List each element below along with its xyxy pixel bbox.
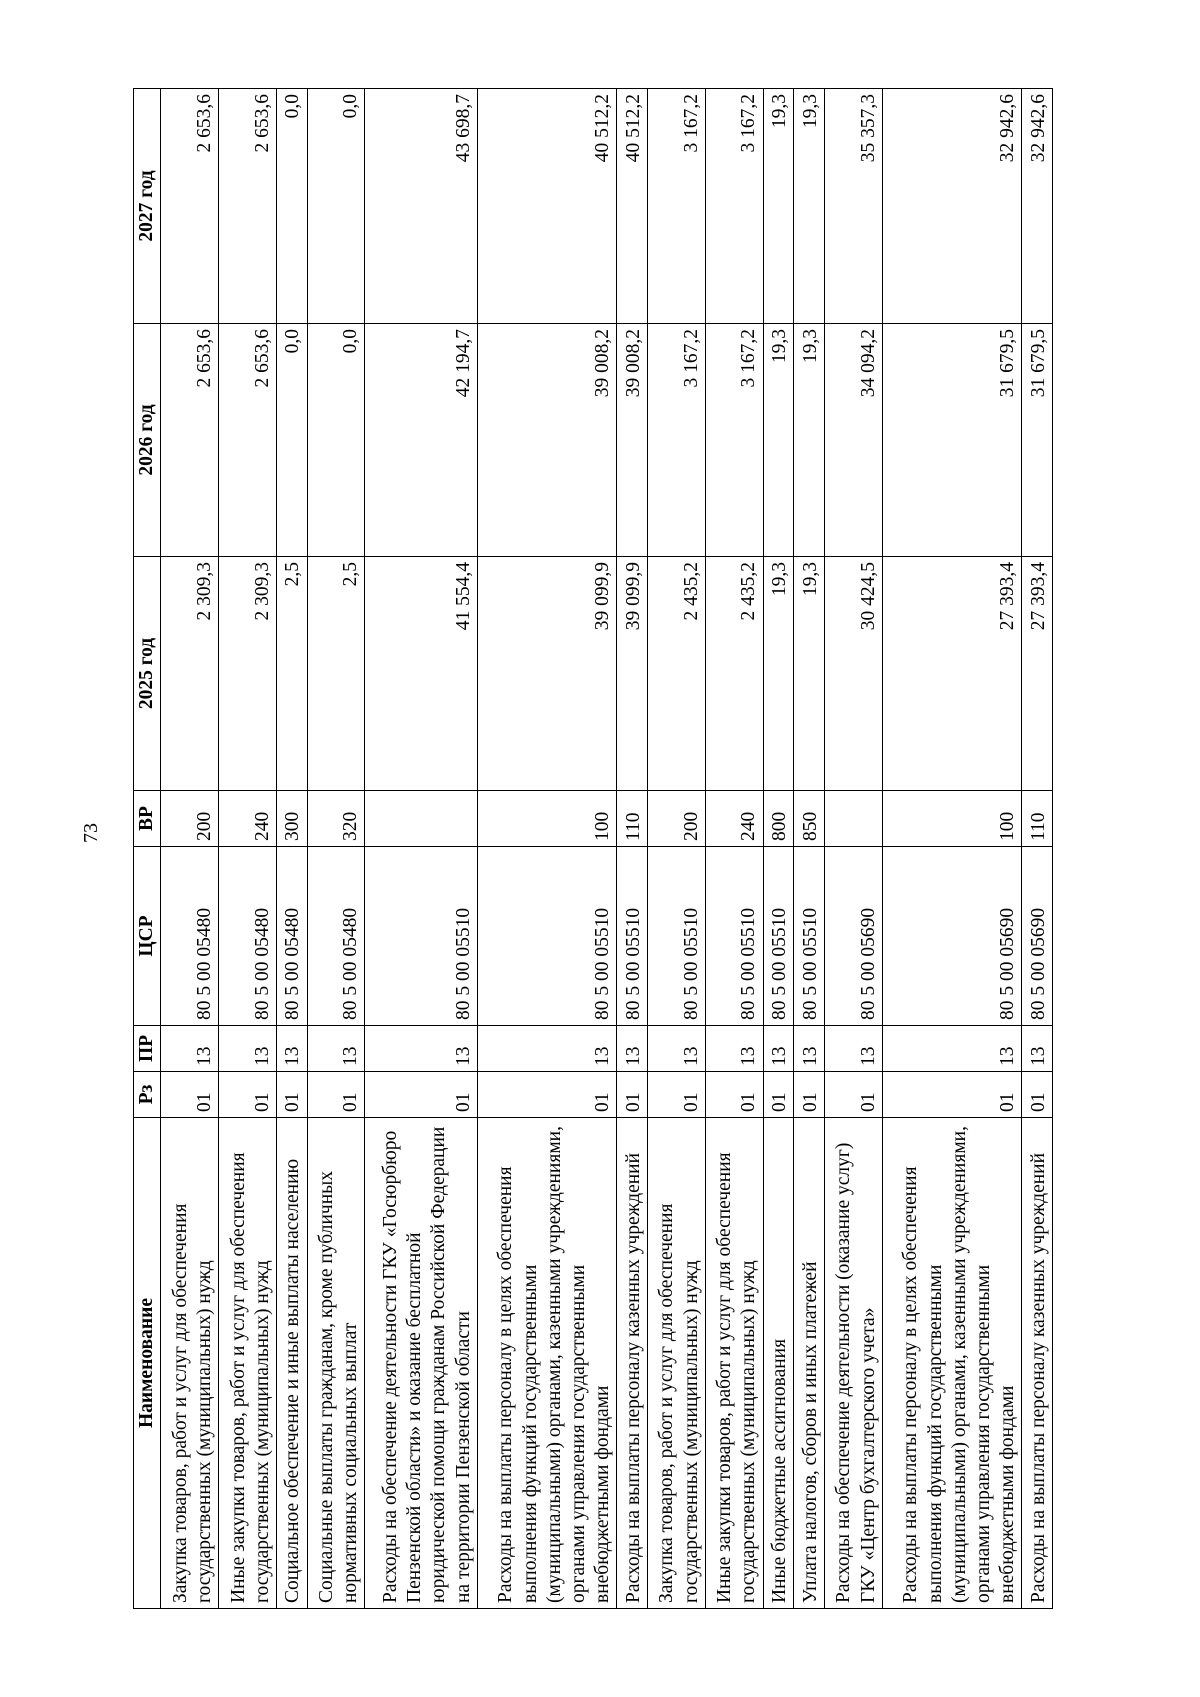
cell-2027: 3 167,2 bbox=[705, 89, 763, 324]
cell-vr: 200 bbox=[161, 791, 219, 847]
cell-2025: 2,5 bbox=[276, 557, 307, 791]
budget-table bbox=[133, 88, 1053, 1609]
cell-name: Социальные выплаты гражданам, кроме публичных нормативных социальных выплат bbox=[307, 1118, 365, 1609]
table-row bbox=[647, 89, 705, 1609]
cell-2026: 31 679,5 bbox=[882, 324, 1022, 557]
cell-rz: 01 bbox=[219, 1072, 277, 1118]
cell-2026: 0,0 bbox=[276, 324, 307, 557]
cell-2026: 19,3 bbox=[794, 324, 825, 557]
cell-2025: 30 424,5 bbox=[824, 557, 882, 791]
cell-csr: 80 5 00 05510 bbox=[763, 847, 794, 1026]
cell-2027: 19,3 bbox=[763, 89, 794, 324]
cell-2026: 2 653,6 bbox=[161, 324, 219, 557]
table-row bbox=[365, 89, 477, 1609]
cell-pr: 13 bbox=[276, 1026, 307, 1072]
cell-2025: 2 309,3 bbox=[161, 557, 219, 791]
cell-rz: 01 bbox=[307, 1072, 365, 1118]
cell-rz: 01 bbox=[617, 1072, 648, 1118]
cell-rz: 01 bbox=[647, 1072, 705, 1118]
cell-name: Уплата налогов, сборов и иных платежей bbox=[794, 1118, 825, 1609]
cell-2025: 2 435,2 bbox=[647, 557, 705, 791]
cell-2027: 2 653,6 bbox=[161, 89, 219, 324]
cell-csr: 80 5 00 05480 bbox=[276, 847, 307, 1026]
cell-pr: 13 bbox=[882, 1026, 1022, 1072]
cell-2026: 31 679,5 bbox=[1022, 324, 1053, 557]
cell-2027: 40 512,2 bbox=[477, 89, 617, 324]
cell-name: Иные бюджетные ассигнования bbox=[763, 1118, 794, 1609]
cell-vr: 850 bbox=[794, 791, 825, 847]
cell-2026: 39 008,2 bbox=[477, 324, 617, 557]
cell-name: Расходы на выплаты персоналу в целях обеспечения выполнения функций государственными (муниципальными) органами, казенными учреждениями, органами управления государственными внебюджетными фондами bbox=[882, 1118, 1022, 1609]
cell-name: Расходы на выплаты персоналу казенных учреждений bbox=[617, 1118, 648, 1609]
cell-pr: 13 bbox=[1022, 1026, 1053, 1072]
header-name: Наименование bbox=[134, 1118, 161, 1609]
cell-rz: 01 bbox=[276, 1072, 307, 1118]
cell-vr: 100 bbox=[882, 791, 1022, 847]
cell-rz: 01 bbox=[763, 1072, 794, 1118]
cell-pr: 13 bbox=[763, 1026, 794, 1072]
cell-csr: 80 5 00 05510 bbox=[617, 847, 648, 1026]
cell-2025: 19,3 bbox=[794, 557, 825, 791]
cell-2026: 39 008,2 bbox=[617, 324, 648, 557]
cell-2026: 2 653,6 bbox=[219, 324, 277, 557]
cell-name: Расходы на обеспечение деятельности ГКУ «Госюрбюро Пензенской области» и оказание бесплатной юридической помощи гражданам Российской Федерации на территории Пензенской области bbox=[365, 1118, 477, 1609]
cell-name: Социальное обеспечение и иные выплаты населению bbox=[276, 1118, 307, 1609]
cell-rz: 01 bbox=[365, 1072, 477, 1118]
cell-rz: 01 bbox=[794, 1072, 825, 1118]
cell-2026: 0,0 bbox=[307, 324, 365, 557]
cell-csr: 80 5 00 05480 bbox=[219, 847, 277, 1026]
cell-name: Расходы на выплаты персоналу в целях обеспечения выполнения функций государственными (муниципальными) органами, казенными учреждениями, органами управления государственными внебюджетными фондами bbox=[477, 1118, 617, 1609]
table-row bbox=[219, 89, 277, 1609]
cell-pr: 13 bbox=[161, 1026, 219, 1072]
cell-vr: 800 bbox=[763, 791, 794, 847]
cell-csr: 80 5 00 05690 bbox=[1022, 847, 1053, 1026]
cell-vr bbox=[365, 791, 477, 847]
cell-name: Расходы на обеспечение деятельности (оказание услуг) ГКУ «Центр бухгалтерского учета» bbox=[824, 1118, 882, 1609]
cell-pr: 13 bbox=[705, 1026, 763, 1072]
cell-csr: 80 5 00 05510 bbox=[365, 847, 477, 1026]
cell-2027: 32 942,6 bbox=[1022, 89, 1053, 324]
table-header-row bbox=[134, 89, 161, 1609]
cell-name: Закупка товаров, работ и услуг для обеспечения государственных (муниципальных) нужд bbox=[161, 1118, 219, 1609]
cell-csr: 80 5 00 05510 bbox=[794, 847, 825, 1026]
cell-2026: 34 094,2 bbox=[824, 324, 882, 557]
cell-rz: 01 bbox=[824, 1072, 882, 1118]
header-2026: 2026 год bbox=[134, 324, 161, 557]
cell-csr: 80 5 00 05510 bbox=[477, 847, 617, 1026]
cell-csr: 80 5 00 05690 bbox=[882, 847, 1022, 1026]
table-row bbox=[882, 89, 1022, 1609]
cell-rz: 01 bbox=[161, 1072, 219, 1118]
cell-csr: 80 5 00 05510 bbox=[705, 847, 763, 1026]
table-row bbox=[1022, 89, 1053, 1609]
cell-2025: 2,5 bbox=[307, 557, 365, 791]
cell-rz: 01 bbox=[477, 1072, 617, 1118]
table-row bbox=[161, 89, 219, 1609]
cell-2027: 40 512,2 bbox=[617, 89, 648, 324]
cell-vr: 320 bbox=[307, 791, 365, 847]
cell-name: Иные закупки товаров, работ и услуг для обеспечения государственных (муниципальных) нужд bbox=[705, 1118, 763, 1609]
cell-vr: 110 bbox=[617, 791, 648, 847]
cell-2026: 42 194,7 bbox=[365, 324, 477, 557]
cell-2027: 19,3 bbox=[794, 89, 825, 324]
cell-2027: 2 653,6 bbox=[219, 89, 277, 324]
table-row bbox=[794, 89, 825, 1609]
cell-csr: 80 5 00 05480 bbox=[307, 847, 365, 1026]
cell-pr: 13 bbox=[824, 1026, 882, 1072]
cell-2027: 35 357,3 bbox=[824, 89, 882, 324]
table-row bbox=[307, 89, 365, 1609]
cell-vr: 240 bbox=[219, 791, 277, 847]
cell-pr: 13 bbox=[647, 1026, 705, 1072]
cell-rz: 01 bbox=[882, 1072, 1022, 1118]
cell-2027: 32 942,6 bbox=[882, 89, 1022, 324]
header-vr: ВР bbox=[134, 791, 161, 847]
cell-2025: 41 554,4 bbox=[365, 557, 477, 791]
table-row bbox=[617, 89, 648, 1609]
cell-2026: 3 167,2 bbox=[647, 324, 705, 557]
cell-2027: 43 698,7 bbox=[365, 89, 477, 324]
cell-vr: 300 bbox=[276, 791, 307, 847]
page-number: 73 bbox=[80, 823, 102, 843]
cell-pr: 13 bbox=[794, 1026, 825, 1072]
table-row bbox=[824, 89, 882, 1609]
cell-2027: 0,0 bbox=[276, 89, 307, 324]
table-row bbox=[477, 89, 617, 1609]
cell-pr: 13 bbox=[219, 1026, 277, 1072]
cell-pr: 13 bbox=[307, 1026, 365, 1072]
cell-name: Иные закупки товаров, работ и услуг для обеспечения государственных (муниципальных) нужд bbox=[219, 1118, 277, 1609]
cell-csr: 80 5 00 05480 bbox=[161, 847, 219, 1026]
cell-2026: 19,3 bbox=[763, 324, 794, 557]
header-pr: ПР bbox=[134, 1026, 161, 1072]
cell-name: Закупка товаров, работ и услуг для обеспечения государственных (муниципальных) нужд bbox=[647, 1118, 705, 1609]
table-row bbox=[276, 89, 307, 1609]
cell-2025: 2 309,3 bbox=[219, 557, 277, 791]
header-2027: 2027 год bbox=[134, 89, 161, 324]
table-row bbox=[705, 89, 763, 1609]
cell-rz: 01 bbox=[705, 1072, 763, 1118]
header-2025: 2025 год bbox=[134, 557, 161, 791]
cell-rz: 01 bbox=[1022, 1072, 1053, 1118]
cell-vr bbox=[824, 791, 882, 847]
cell-2025: 39 099,9 bbox=[617, 557, 648, 791]
cell-vr: 110 bbox=[1022, 791, 1053, 847]
cell-2025: 2 435,2 bbox=[705, 557, 763, 791]
cell-2025: 27 393,4 bbox=[1022, 557, 1053, 791]
cell-pr: 13 bbox=[617, 1026, 648, 1072]
cell-vr: 200 bbox=[647, 791, 705, 847]
cell-2025: 39 099,9 bbox=[477, 557, 617, 791]
cell-2026: 3 167,2 bbox=[705, 324, 763, 557]
cell-2027: 3 167,2 bbox=[647, 89, 705, 324]
cell-2027: 0,0 bbox=[307, 89, 365, 324]
cell-pr: 13 bbox=[365, 1026, 477, 1072]
cell-vr: 240 bbox=[705, 791, 763, 847]
cell-2025: 27 393,4 bbox=[882, 557, 1022, 791]
header-csr: ЦСР bbox=[134, 847, 161, 1026]
cell-vr: 100 bbox=[477, 791, 617, 847]
header-rz: Рз bbox=[134, 1072, 161, 1118]
cell-pr: 13 bbox=[477, 1026, 617, 1072]
rotated-page bbox=[133, 89, 1053, 1609]
cell-csr: 80 5 00 05690 bbox=[824, 847, 882, 1026]
cell-name: Расходы на выплаты персоналу казенных учреждений bbox=[1022, 1118, 1053, 1609]
cell-2025: 19,3 bbox=[763, 557, 794, 791]
cell-csr: 80 5 00 05510 bbox=[647, 847, 705, 1026]
table-row bbox=[763, 89, 794, 1609]
